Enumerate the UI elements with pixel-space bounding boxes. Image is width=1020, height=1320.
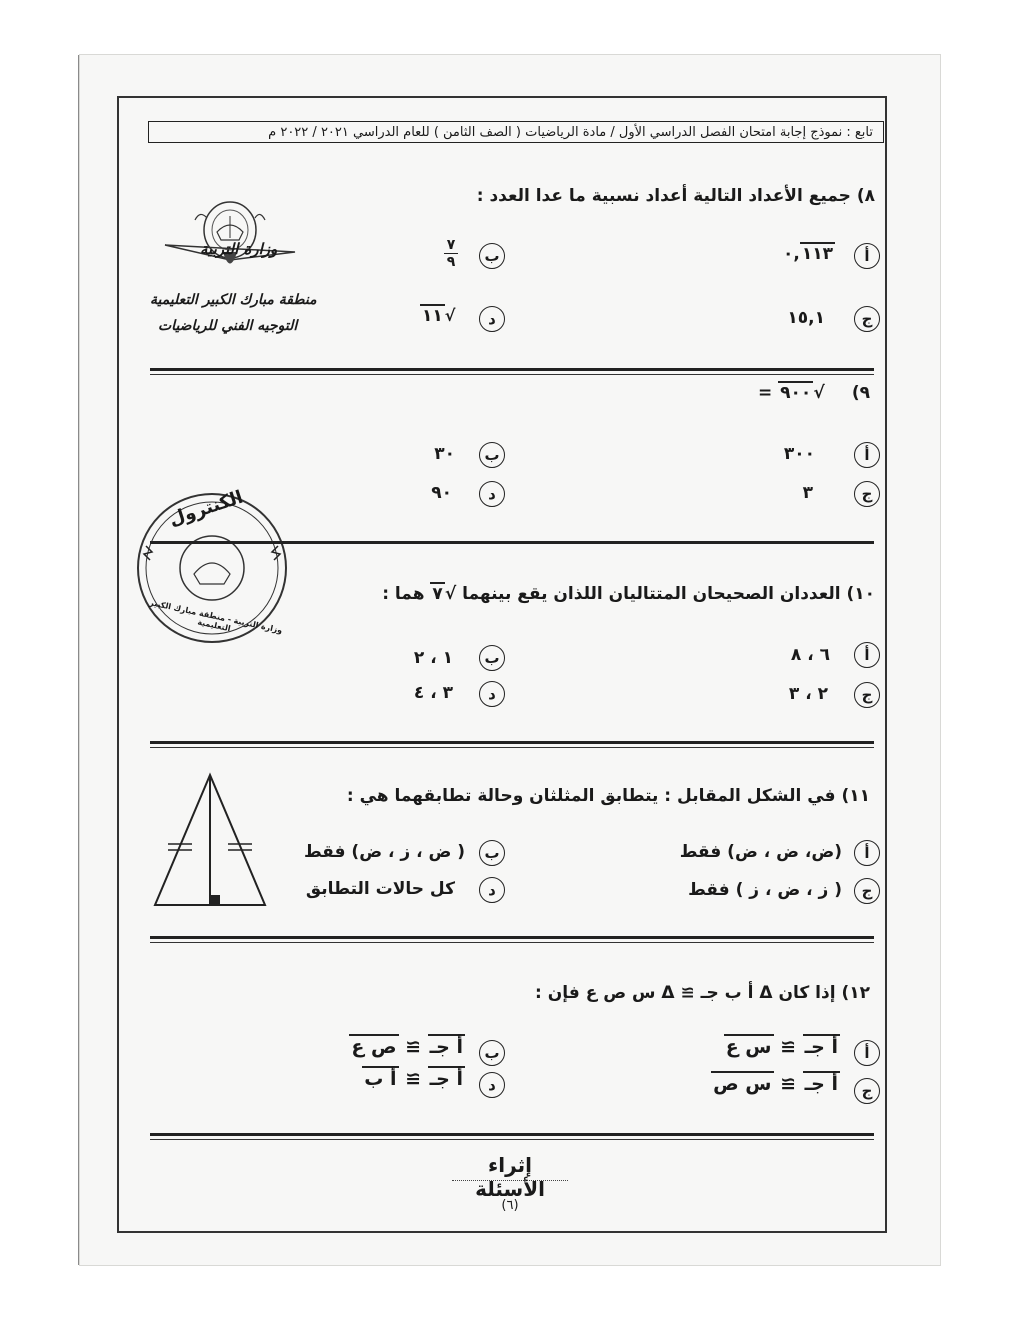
divider-q9: [150, 541, 874, 544]
triangle-figure: [150, 770, 270, 910]
q11-option-c: [854, 878, 880, 904]
q9-option-c: [854, 481, 880, 507]
q12-option-b: [479, 1040, 505, 1066]
page-number: (٦): [501, 1198, 519, 1213]
option-letter-d: د: [479, 306, 505, 332]
q10-stem-post: هما :: [382, 584, 425, 604]
q8-b-denominator: ٩: [446, 254, 456, 270]
option-letter-c: ج: [854, 1078, 880, 1104]
logo-line2: التوجيه الفني للرياضيات: [158, 318, 298, 334]
footer-brand-logo: إثراء الأسئلة: [475, 1153, 545, 1201]
divider-q10-thin: [150, 747, 874, 748]
option-letter-b: ب: [479, 243, 505, 269]
stamp-bottom-text: وزارة التربية - منطقة مبارك الكبير التعليمية: [148, 598, 284, 636]
q12-c-value: [711, 1073, 840, 1095]
q12-b-left: أ جـ: [429, 1036, 463, 1058]
q9-d-value: ٩٠: [431, 483, 452, 503]
q9-b-value: ٣٠: [434, 444, 455, 464]
q8-option-a: [854, 243, 880, 269]
q12-option-d: [479, 1072, 505, 1098]
divider-q10: [150, 741, 874, 744]
q12-option-a: [854, 1040, 880, 1066]
divider-q12: [150, 1133, 874, 1136]
q8-option-b: [479, 243, 505, 269]
q9-a-value: ٣٠٠: [783, 444, 815, 464]
option-letter-a: أ: [854, 840, 880, 866]
congruent-icon: ≅: [780, 1073, 797, 1095]
congruent-icon: ≅: [405, 1068, 422, 1090]
q9-option-d: [479, 481, 505, 507]
divider-q11-thin: [150, 942, 874, 943]
ministry-label: وزارة التربية: [200, 240, 278, 258]
option-letter-b: ب: [479, 840, 505, 866]
q9-option-a: [854, 442, 880, 468]
divider-q12-thin: [150, 1139, 874, 1140]
q8-option-d: [479, 306, 505, 332]
option-letter-c: ج: [854, 878, 880, 904]
q12-option-c: [854, 1078, 880, 1104]
divider-q8: [150, 368, 874, 371]
q8-d-radicand: ١١: [422, 306, 443, 326]
q10-option-d: [479, 681, 505, 707]
q10-option-a: [854, 642, 880, 668]
q9-stem-expression: [758, 383, 825, 403]
page-header: تابع : نموذج إجابة امتحان الفصل الدراسي الأول / مادة الرياضيات ( الصف الثامن ) للعام الدراسي ٢٠٢١ / ٢٠٢٢ م: [148, 121, 884, 143]
q9-option-b: [479, 442, 505, 468]
option-letter-a: أ: [854, 1040, 880, 1066]
q10-stem-sqrt: [430, 584, 456, 604]
q10-option-c: [854, 682, 880, 708]
q12-d-left: أ جـ: [429, 1068, 463, 1090]
q11-a-value: (ض، ض ، ض) فقط: [679, 842, 842, 862]
q8-d-value: [420, 306, 455, 326]
q10-stem-radicand: ٧: [432, 584, 443, 604]
option-letter-d: د: [479, 877, 505, 903]
q11-stem: ١١) في الشكل المقابل : يتطابق المثلثان وحالة تطابقهما هي :: [346, 786, 870, 806]
congruent-icon: ≅: [405, 1036, 422, 1058]
q12-d-value: [362, 1068, 465, 1090]
option-letter-c: ج: [854, 682, 880, 708]
q8-b-value: [444, 237, 458, 270]
q11-d-value: كل حالات التطابق: [305, 879, 455, 899]
q12-stem: ١٢) إذا كان Δ أ ب جـ ≅ Δ س ص ع فإن :: [535, 983, 870, 1003]
q12-a-right: س ع: [725, 1036, 772, 1058]
option-letter-b: ب: [479, 645, 505, 671]
q8-stem: ٨) جميع الأعداد التالية أعداد نسبية ما عدا العدد :: [476, 186, 875, 206]
congruent-icon: ≅: [780, 1036, 797, 1058]
q10-c-value: ٢ ، ٣: [788, 684, 828, 704]
q8-option-c: [854, 306, 880, 332]
q12-b-right: ص ع: [351, 1036, 397, 1058]
q10-stem: [382, 584, 875, 604]
option-letter-d: د: [479, 481, 505, 507]
q9-stem-prefix: ٩): [851, 383, 870, 403]
divider-q11: [150, 936, 874, 939]
q11-c-value: ( ز ، ض ، ز ) فقط: [688, 880, 842, 900]
q8-a-repeat: ١١٣: [801, 244, 833, 264]
option-letter-c: ج: [854, 306, 880, 332]
q12-a-value: [724, 1036, 840, 1058]
q10-stem-pre: ١٠) العددان الصحيحان المتتاليان اللذان يقع بينهما: [462, 584, 875, 604]
ministry-emblem-icon: [155, 190, 305, 285]
q8-a-value: [783, 244, 835, 264]
q8-a-int: ٠,: [783, 244, 800, 264]
q11-option-a: [854, 840, 880, 866]
q10-a-value: ٦ ، ٨: [790, 645, 830, 665]
option-letter-a: أ: [854, 243, 880, 269]
sqrt-icon: √: [813, 383, 825, 403]
q12-c-right: س ص: [713, 1073, 772, 1095]
q11-b-value: ( ض ، ز ، ض) فقط: [303, 842, 465, 862]
q11-option-b: [479, 840, 505, 866]
q10-option-b: [479, 645, 505, 671]
option-letter-d: د: [479, 1072, 505, 1098]
q11-option-d: [479, 877, 505, 903]
q12-b-value: [349, 1036, 465, 1058]
divider-q8-thin: [150, 374, 874, 375]
sqrt-icon: √: [444, 584, 457, 604]
option-letter-b: ب: [479, 442, 505, 468]
option-letter-b: ب: [479, 1040, 505, 1066]
logo-line1: منطقة مبارك الكبير التعليمية: [150, 292, 317, 308]
q12-c-left: أ جـ: [804, 1073, 838, 1095]
q12-a-left: أ جـ: [804, 1036, 838, 1058]
q10-d-value: ٣ ، ٤: [413, 683, 453, 703]
option-letter-c: ج: [854, 481, 880, 507]
q9-stem-radicand: ٩٠٠: [780, 383, 812, 403]
q10-b-value: ١ ، ٢: [413, 648, 453, 668]
q8-c-value: ١٥,١: [787, 308, 825, 328]
q9-stem-eq: =: [758, 383, 773, 403]
q12-d-right: أ ب: [364, 1068, 397, 1090]
sqrt-icon: √: [444, 306, 456, 325]
option-letter-a: أ: [854, 642, 880, 668]
stamp-top-text: الكنترول: [166, 486, 246, 531]
q9-c-value: ٣: [802, 483, 813, 503]
footer-brand-underline: [452, 1180, 568, 1181]
option-letter-a: أ: [854, 442, 880, 468]
q8-b-numerator: ٧: [444, 237, 458, 254]
option-letter-d: د: [479, 681, 505, 707]
